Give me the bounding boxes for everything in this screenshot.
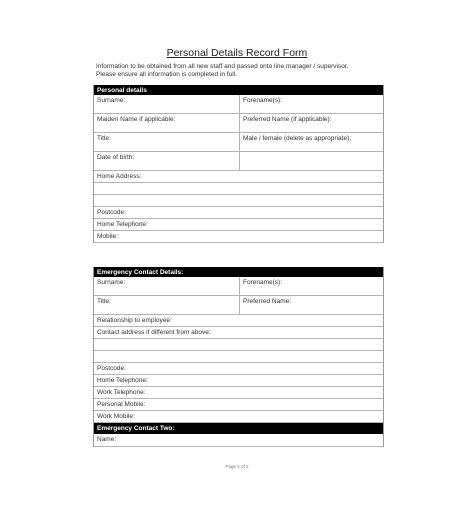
dob-field[interactable]: Date of birth: <box>94 152 240 170</box>
forenames-field[interactable]: Forename(s): <box>243 97 283 104</box>
gender-field[interactable]: Male / female (delete as appropriate): <box>243 135 352 142</box>
emergency-row-address-line-3 <box>94 351 383 363</box>
gender-field-continued[interactable] <box>240 152 383 170</box>
emergency-contact-section <box>93 267 384 447</box>
page-title <box>0 47 474 59</box>
personal-row-dob <box>94 152 383 171</box>
emergency-address-line-3-field[interactable] <box>94 351 383 362</box>
emergency-two-name-field[interactable]: Name: <box>97 436 117 443</box>
emergency-row-personal-mobile <box>94 399 383 411</box>
personal-details-header: Personal details <box>94 85 383 95</box>
emergency-personal-mobile-field[interactable]: Personal Mobile: <box>97 401 146 408</box>
postcode-field[interactable]: Postcode: <box>97 209 126 216</box>
personal-details-section <box>93 85 384 243</box>
emergency-row-home-telephone <box>94 375 383 387</box>
personal-row-address-line-3 <box>94 195 383 207</box>
emergency-row-relationship <box>94 315 383 327</box>
intro-line-2: Please ensure all information is completed in full. <box>96 71 237 78</box>
contact-address-field[interactable]: Contact address if different from above: <box>97 329 211 336</box>
personal-row-postcode <box>94 207 383 219</box>
emergency-row-work-telephone <box>94 387 383 399</box>
emergency-home-telephone-field[interactable]: Home Telephone: <box>97 377 148 384</box>
address-line-2-field[interactable] <box>94 183 383 194</box>
emergency-row-postcode <box>94 363 383 375</box>
mobile-field[interactable]: Mobile: <box>97 233 118 240</box>
personal-row-surname <box>94 95 383 114</box>
maiden-name-field[interactable]: Maiden Name if applicable: <box>94 114 240 132</box>
personal-row-mobile <box>94 231 383 243</box>
emergency-forenames-field[interactable]: Forename(s): <box>243 279 283 286</box>
emergency-row-work-mobile <box>94 411 383 423</box>
personal-row-address-line-2 <box>94 183 383 195</box>
emergency-two-row-name <box>94 434 383 447</box>
title-field[interactable]: Title: <box>94 133 240 151</box>
relationship-field[interactable]: Relationship to employee: <box>97 317 172 324</box>
intro-text <box>96 63 348 79</box>
personal-row-home-address <box>94 171 383 183</box>
emergency-row-surname <box>94 277 383 296</box>
personal-row-home-telephone <box>94 219 383 231</box>
surname-field[interactable]: Surname: <box>94 95 240 113</box>
emergency-postcode-field[interactable]: Postcode: <box>97 365 126 372</box>
page-title-text: Personal Details Record Form <box>166 47 308 59</box>
emergency-work-telephone-field[interactable]: Work Telephone: <box>97 389 146 396</box>
home-telephone-field[interactable]: Home Telephone: <box>97 221 148 228</box>
emergency-row-title <box>94 296 383 315</box>
emergency-contact-header: Emergency Contact Details: <box>94 267 383 277</box>
emergency-surname-field[interactable]: Surname: <box>94 277 240 295</box>
preferred-name-field[interactable]: Preferred Name (if applicable): <box>243 116 332 123</box>
emergency-row-address-line-2 <box>94 339 383 351</box>
home-address-field[interactable]: Home Address: <box>97 173 142 180</box>
emergency-preferred-name-field[interactable]: Preferred Name: <box>243 298 292 305</box>
personal-row-maiden <box>94 114 383 133</box>
address-line-3-field[interactable] <box>94 195 383 206</box>
emergency-work-mobile-field[interactable]: Work Mobile: <box>97 413 135 420</box>
emergency-row-contact-address <box>94 327 383 339</box>
page-number: Page 1 of 2 <box>225 464 249 469</box>
personal-row-title <box>94 133 383 152</box>
emergency-contact-two-header: Emergency Contact Two: <box>94 423 383 434</box>
intro-line-1: Information to be obtained from all new staff and passed onto line manager / supervisor. <box>96 63 349 70</box>
emergency-address-line-2-field[interactable] <box>94 339 383 350</box>
emergency-title-field[interactable]: Title: <box>94 296 240 314</box>
